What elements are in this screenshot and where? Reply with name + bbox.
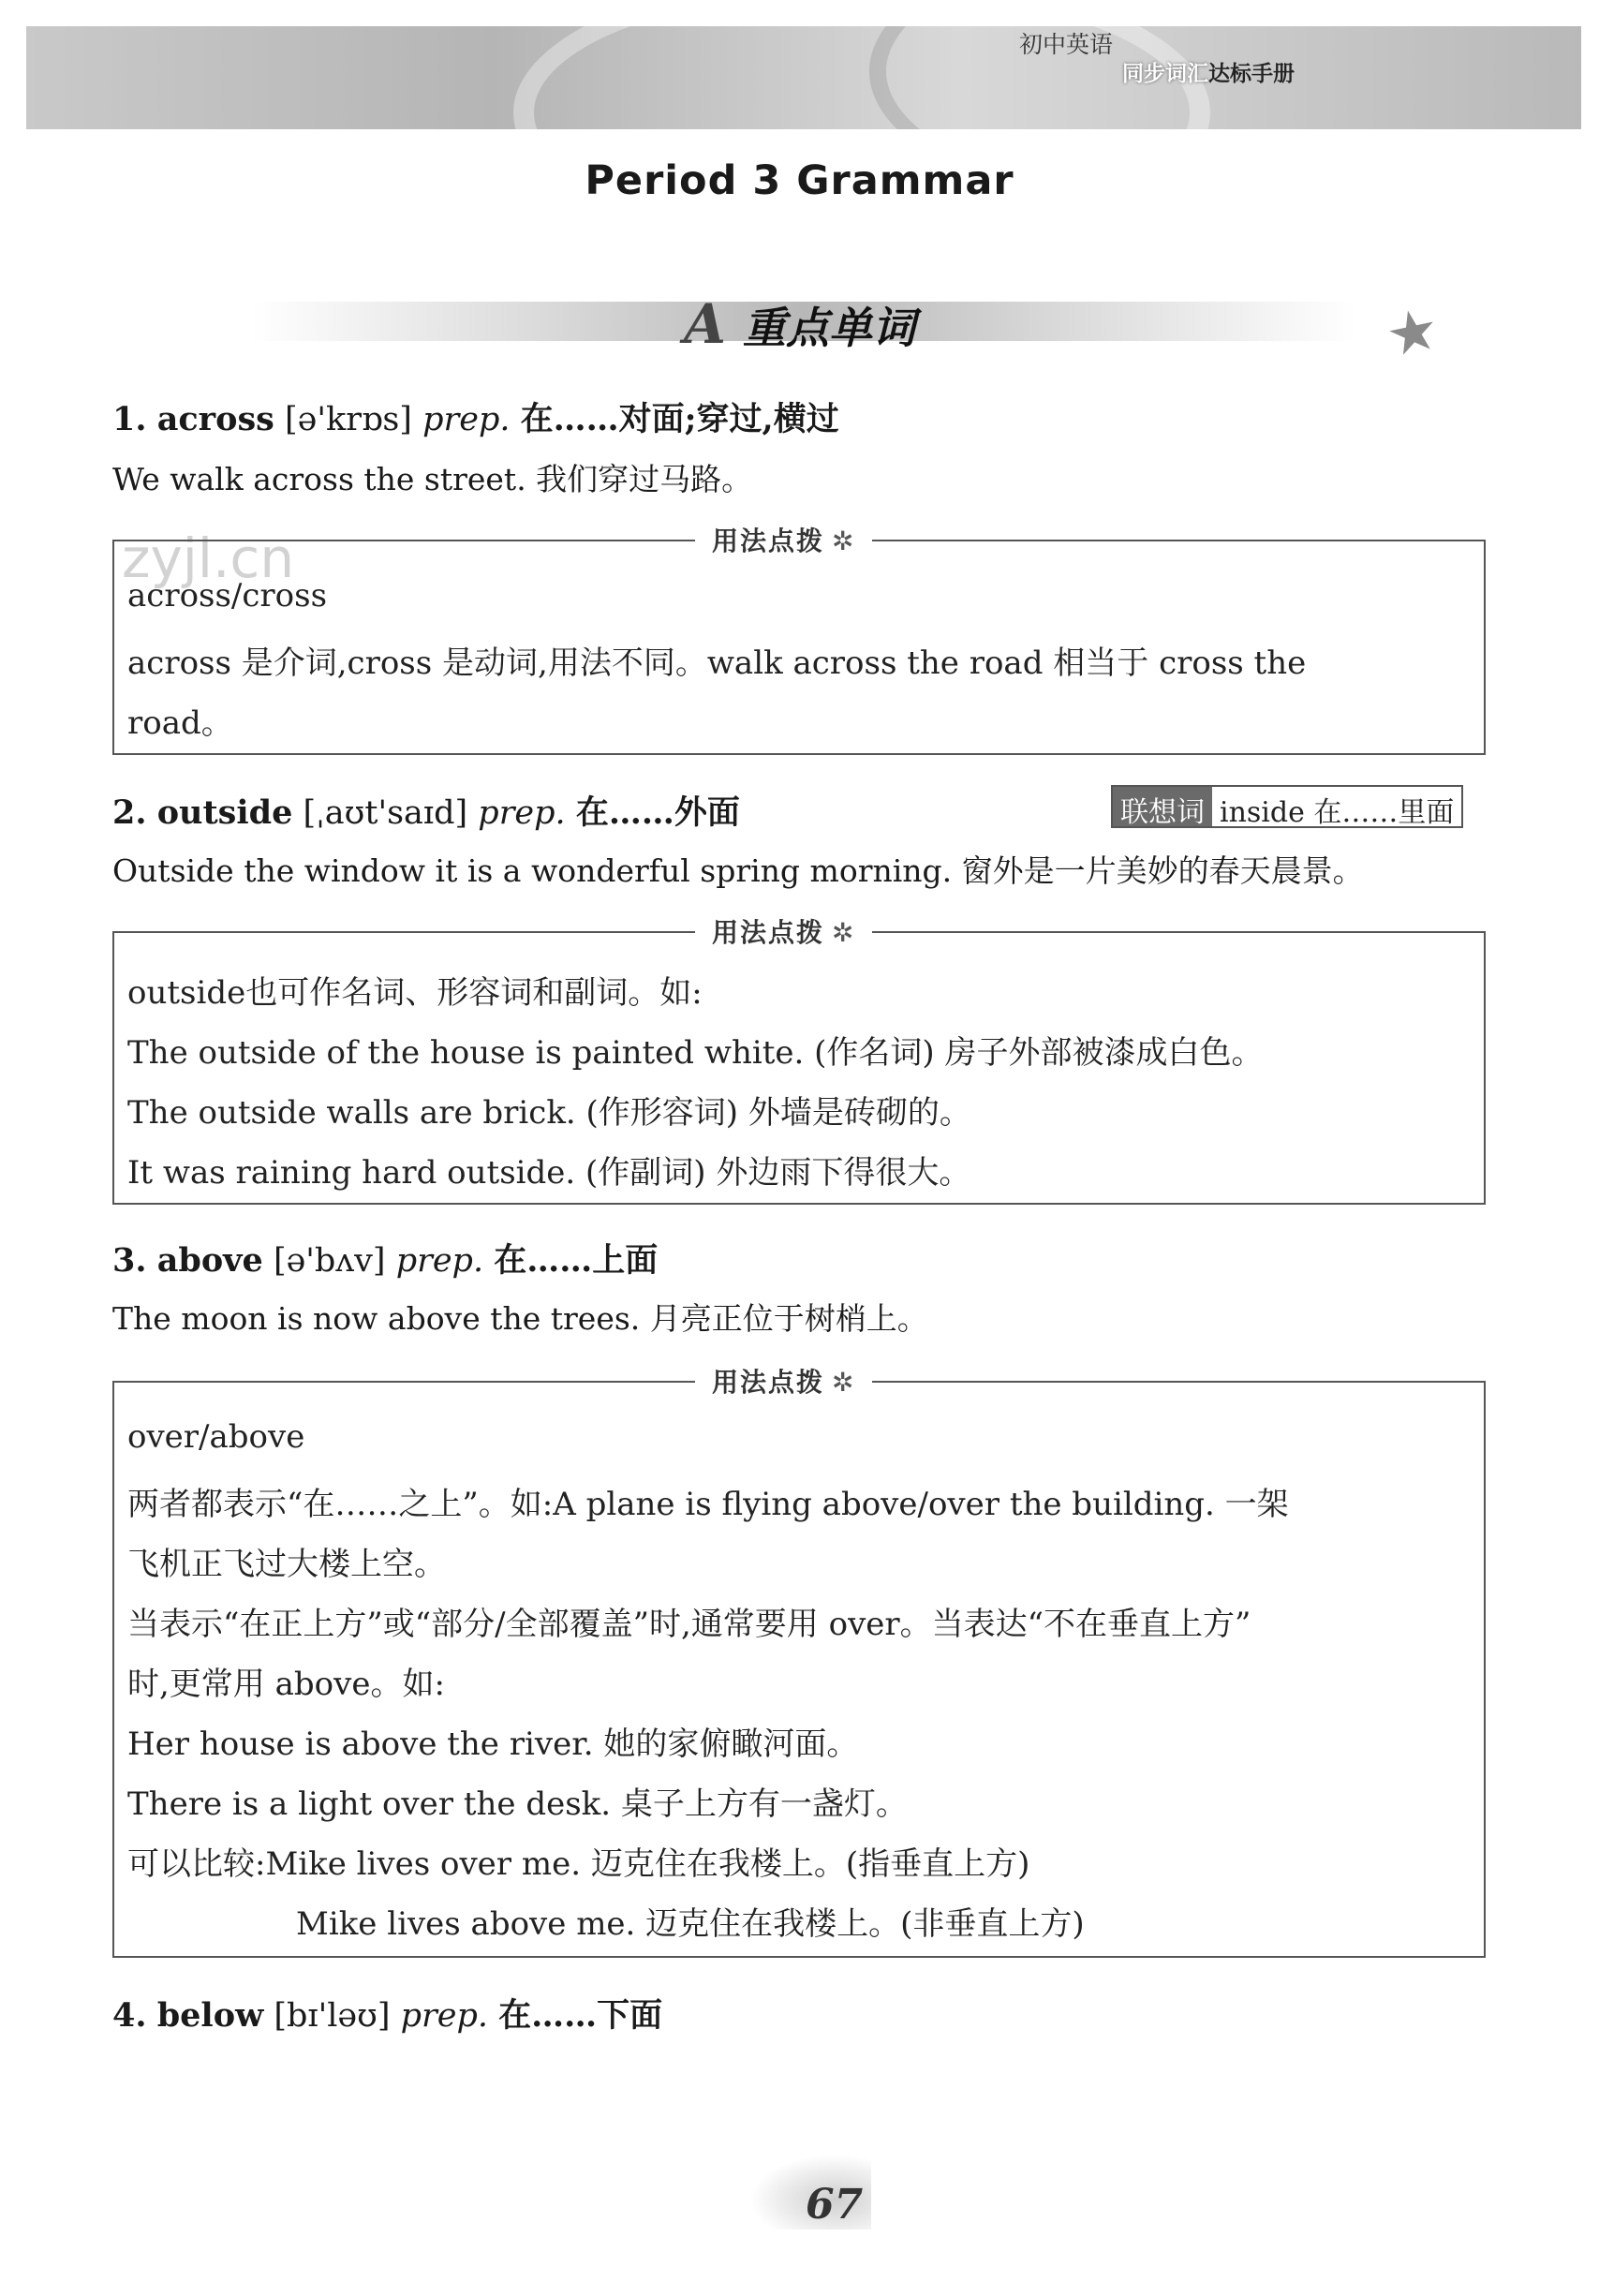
tip-line: 两者都表示“在……之上”。如:A plane is flying above/over the building. 一架	[127, 1486, 1289, 1523]
tip-box-above	[112, 1367, 1486, 1958]
tip-line: 当表示“在正上方”或“部分/全部覆盖”时,通常要用 over。当表达“不在垂直上方”	[127, 1606, 1251, 1643]
example-sentence: We walk across the street. 我们穿过马路。	[112, 461, 753, 497]
entry-outside	[112, 787, 740, 834]
entry-above	[112, 1235, 658, 1281]
entry-word: below	[156, 1996, 264, 2035]
associated-word	[1111, 785, 1463, 828]
tip-box-across	[112, 526, 1486, 755]
tip-line: It was raining hard outside. (作副词) 外边雨下得很大。	[127, 1154, 971, 1192]
tip-line: across 是介词,cross 是动词,用法不同。walk across the road 相当于 cross the	[127, 644, 1307, 682]
header-series-rest: 达标手册	[1208, 62, 1295, 86]
header-subtitle: 初中英语	[1019, 31, 1114, 58]
entry-meaning: 在……下面	[498, 1996, 663, 2035]
tip-line: There is a light over the desk. 桌子上方有一盏灯。	[127, 1785, 908, 1823]
section-title-text: 重点单词	[743, 303, 915, 353]
header-series	[1122, 56, 1295, 87]
associated-word-text: inside 在……里面	[1220, 796, 1455, 829]
tip-tag	[695, 521, 872, 558]
entry-pos: prep.	[395, 1242, 484, 1280]
entry-pos: prep.	[422, 401, 511, 438]
entry-word: above	[156, 1241, 263, 1280]
entry-phonetic: [ə'krɒs]	[285, 401, 412, 438]
page-title: Period 3 Grammar	[585, 157, 1014, 204]
entry-number: 3.	[112, 1241, 147, 1280]
snowflake-icon: ✲	[832, 1367, 856, 1398]
entry-number: 4.	[112, 1996, 147, 2035]
star-icon: ★	[1380, 293, 1445, 371]
entry-word: outside	[156, 793, 293, 832]
section-title	[0, 292, 1599, 356]
tip-line: across/cross	[127, 577, 328, 615]
tip-line: The outside of the house is painted white. (作名词) 房子外部被漆成白色。	[127, 1034, 1264, 1072]
entry-meaning: 在……外面	[575, 793, 740, 832]
header-banner	[26, 26, 1581, 129]
entry-phonetic: [ə'bʌv]	[273, 1242, 386, 1280]
entry-number: 1.	[112, 400, 147, 438]
entry-pos: prep.	[400, 1997, 489, 2035]
tip-tag-label: 用法点拨	[712, 526, 825, 556]
entry-word: across	[156, 400, 274, 438]
example-sentence: The moon is now above the trees. 月亮正位于树梢上。	[112, 1300, 928, 1337]
entry-meaning: 在……上面	[494, 1241, 659, 1280]
tip-line: 飞机正飞过大楼上空。	[127, 1546, 446, 1583]
tip-tag	[695, 1362, 872, 1400]
tip-tag-label: 用法点拨	[712, 1367, 825, 1398]
tip-line: Her house is above the river. 她的家俯瞰河面。	[127, 1726, 859, 1763]
tip-line: The outside walls are brick. (作形容词) 外墙是砖砌的。	[127, 1094, 971, 1132]
tip-line: over/above	[127, 1418, 305, 1456]
snowflake-icon: ✲	[832, 917, 856, 948]
tip-line: 时,更常用 above。如:	[127, 1666, 445, 1703]
entry-meaning: 在……对面;穿过,横过	[520, 400, 839, 438]
section-letter: A	[683, 292, 726, 356]
associated-word-tag: 联想词	[1113, 787, 1212, 826]
entry-below	[112, 1990, 662, 2037]
entry-across	[112, 393, 839, 440]
page-number: 67	[806, 2181, 864, 2229]
snowflake-icon: ✲	[832, 526, 856, 556]
tip-tag	[695, 912, 872, 950]
tip-line: outside也可作名词、形容词和副词。如:	[127, 974, 703, 1012]
tip-tag-label: 用法点拨	[712, 917, 825, 948]
tip-box-outside	[112, 917, 1486, 1205]
tip-line: 可以比较:Mike lives over me. 迈克住在我楼上。(指垂直上方)	[127, 1845, 1030, 1883]
entry-phonetic: [ˌaʊt'saɪd]	[303, 794, 468, 832]
entry-number: 2.	[112, 793, 147, 832]
header-series-highlight: 同步词汇	[1122, 62, 1208, 86]
tip-line: road。	[127, 704, 233, 742]
example-sentence: Outside the window it is a wonderful spring morning. 窗外是一片美妙的春天晨景。	[112, 852, 1364, 889]
entry-pos: prep.	[478, 794, 566, 832]
entry-phonetic: [bɪ'ləʊ]	[274, 1997, 391, 2035]
watermark: zyjl.cn	[122, 526, 295, 590]
tip-line: Mike lives above me. 迈克住在我楼上。(非垂直上方)	[296, 1905, 1085, 1943]
